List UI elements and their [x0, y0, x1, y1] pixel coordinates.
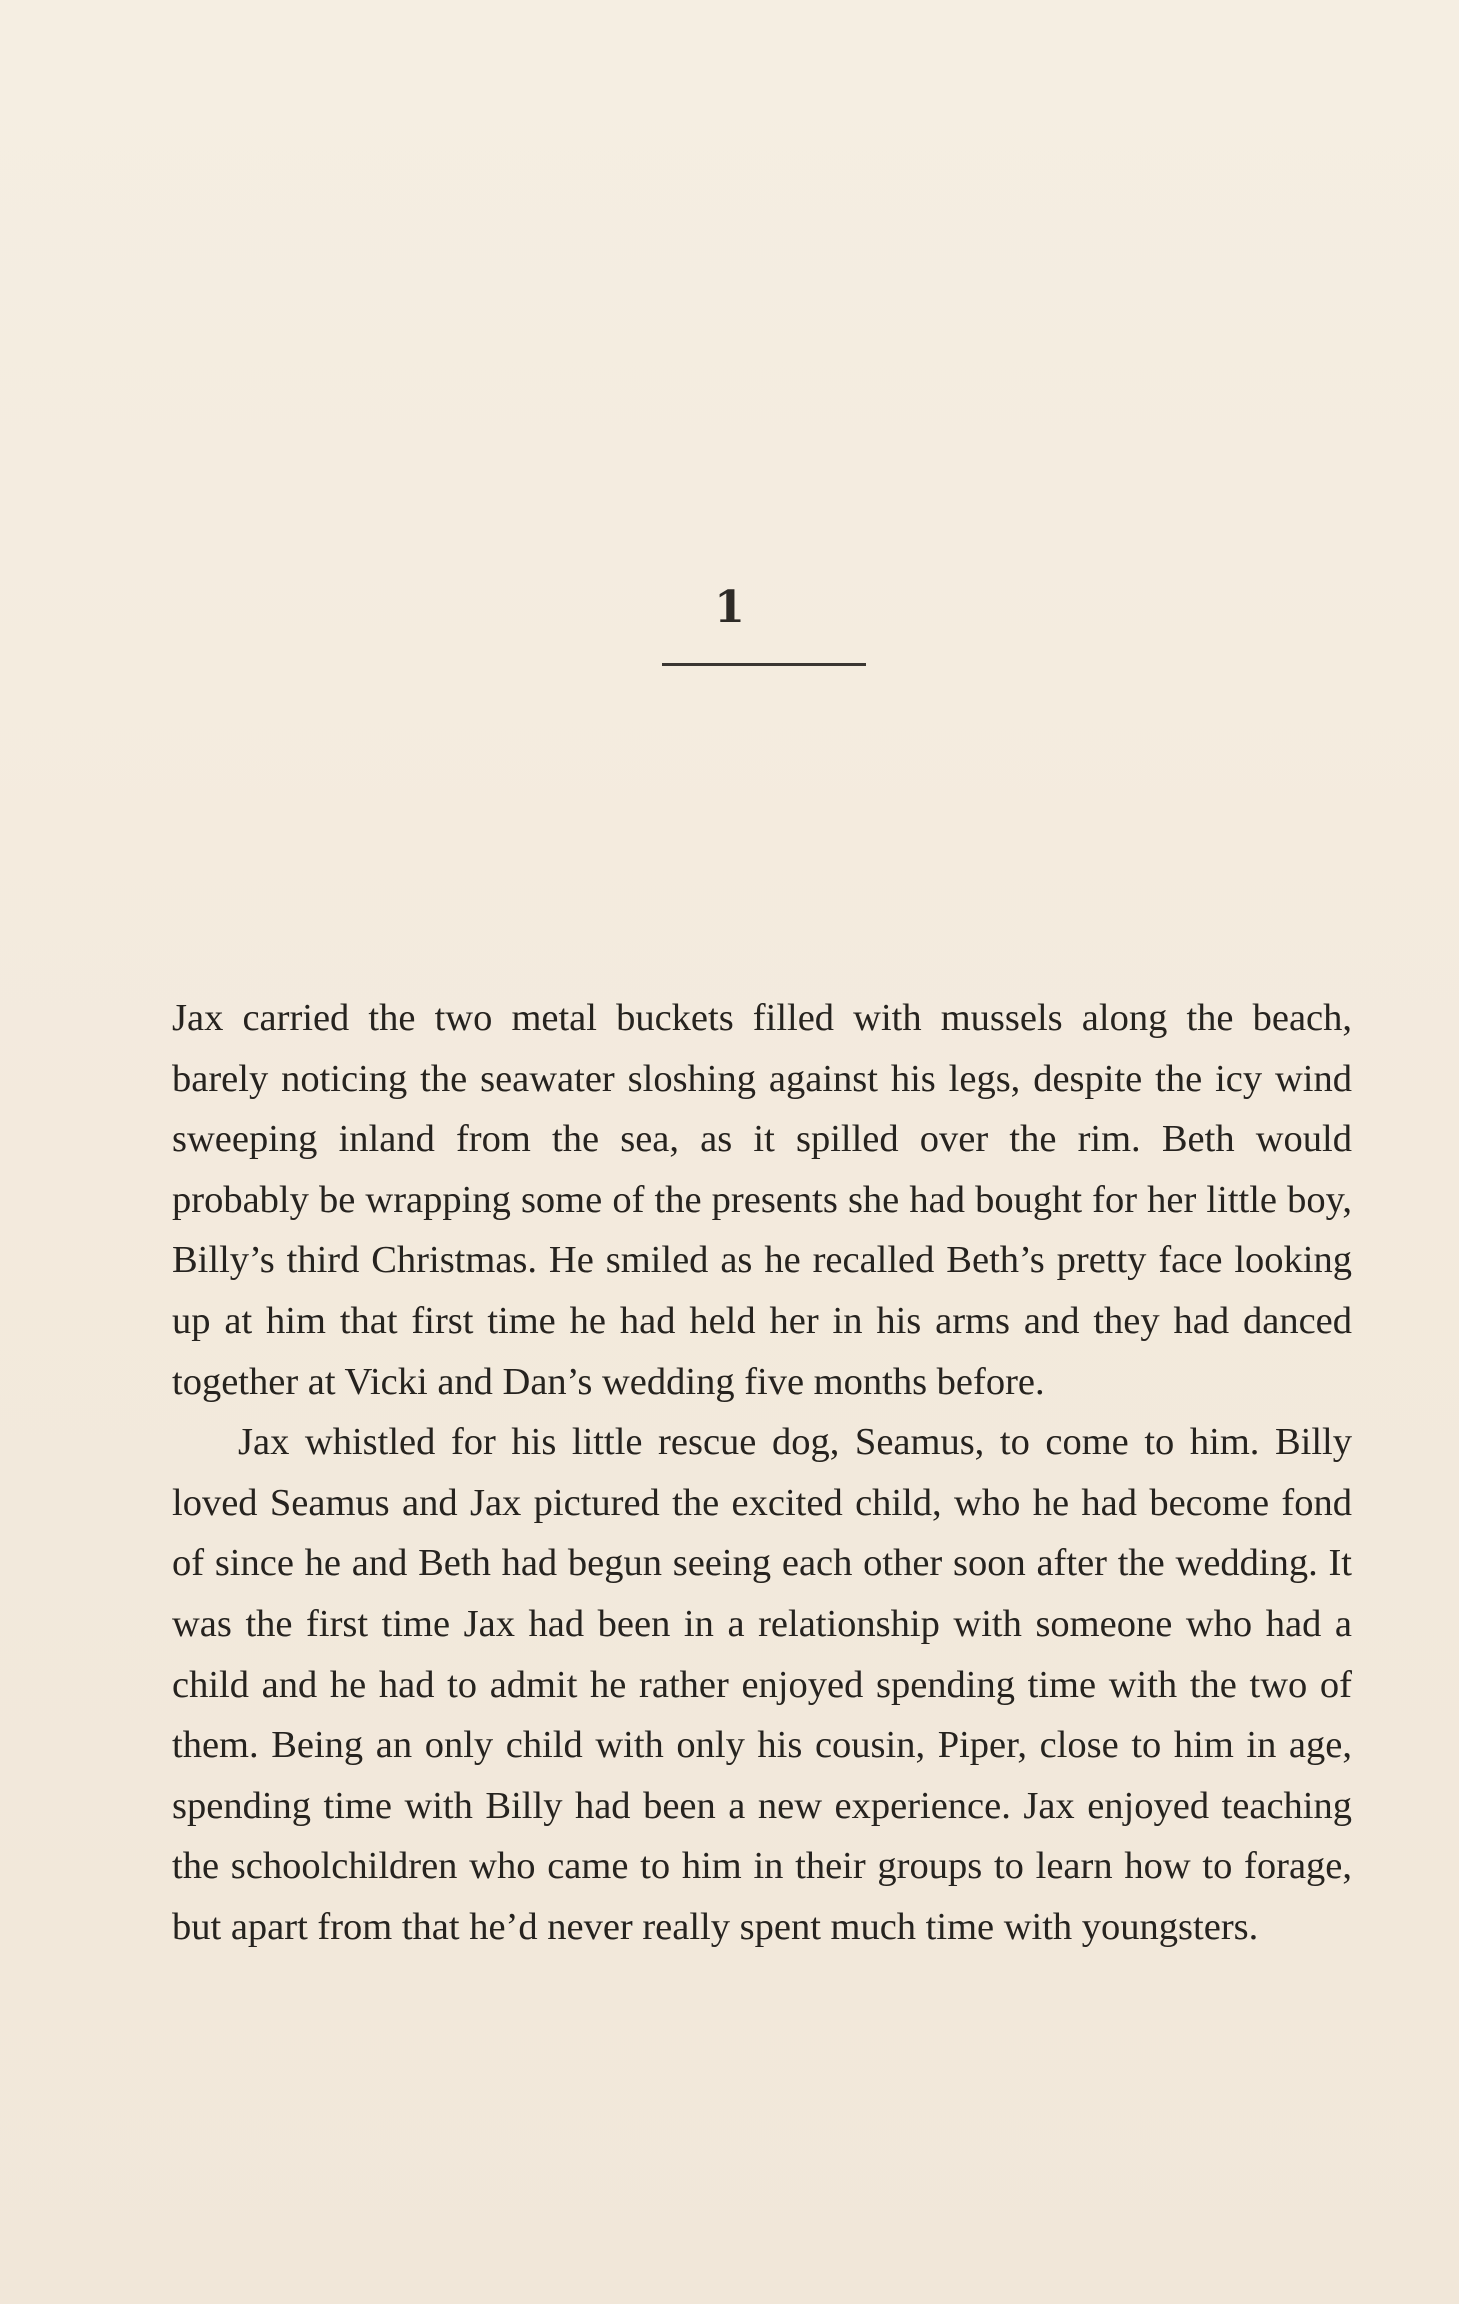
chapter-number: 1 — [714, 582, 745, 633]
paragraph-1: Jax carried the two metal buckets filled with mussels along the beach, barely noticing the seawater sloshing against his legs, despite the icy wind sweeping inland from the sea, as it spilled over the rim. Beth would probably be wrapping some of the presents she had bought for her little boy, Billy’s third Christmas. He smiled as he recalled Beth’s pretty face looking up at him that first time he had held her in his arms and they had danced together at Vicki and Dan’s wedding five months before. — [172, 997, 1352, 1403]
paragraph-2: Jax whistled for his little rescue dog, Seamus, to come to him. Billy loved Seamus and Jax pictured the excited child, who he had become fond of since he and Beth had begun seeing each other soon after the wedding. It was the first time Jax had been in a relationship with someone who had a child and he had to admit he rather enjoyed spending time with the two of them. Being an only child with only his cousin, Piper, close to him in age, spending time with Billy had been a new experience. Jax enjoyed teaching the schoolchildren who came to him in their groups to learn how to forage, but apart from that he’d never really spent much time with youngsters. — [172, 1421, 1352, 1948]
chapter-body-text — [172, 988, 1352, 1958]
chapter-divider-rule — [662, 663, 866, 666]
